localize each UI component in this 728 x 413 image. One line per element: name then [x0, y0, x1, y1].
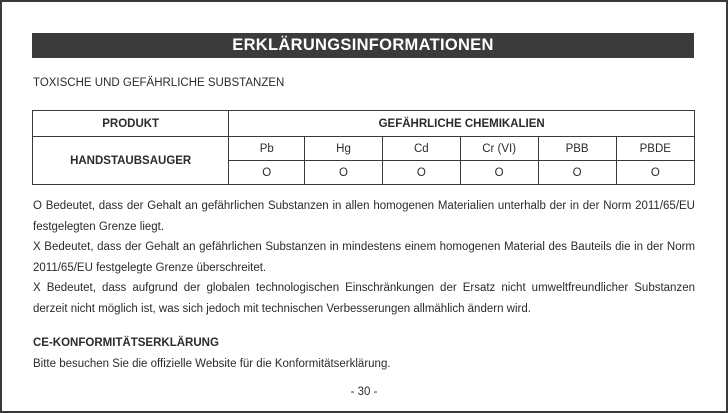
chemical-value-cell: O [538, 161, 616, 185]
chemical-value-cell: O [305, 161, 383, 185]
product-name-cell: HANDSTAUBSAUGER [33, 137, 229, 185]
notes-block [33, 196, 695, 319]
table-header-row [33, 111, 695, 137]
chemical-value-cell: O [229, 161, 305, 185]
chemical-name-cell: Hg [305, 137, 383, 161]
ce-declaration-title: CE-KONFORMITÄTSERKLÄRUNG [33, 337, 219, 349]
substances-table [32, 110, 695, 185]
chemical-name-cell: PBDE [616, 137, 694, 161]
chemical-value-cell: O [382, 161, 460, 185]
note-paragraph: X Bedeutet, dass der Gehalt an gefährlichen Substanzen in mindestens einem homogenen Material des Bauteils die in der Norm 2011/65/EU festgelegte Grenze überschreitet. [33, 241, 695, 274]
note-paragraph: X Bedeutet, dass aufgrund der globalen technologischen Einschränkungen der Ersatz nicht umweltfreundlicher Substanzen derzeit nicht möglich ist, was sich jedoch mit technischen Verbesserungen allmählich ändern wird. [33, 282, 695, 315]
subtitle: TOXISCHE UND GEFÄHRLICHE SUBSTANZEN [33, 77, 285, 89]
chemical-name-cell: Pb [229, 137, 305, 161]
chemical-value-cell: O [616, 161, 694, 185]
chemical-name-cell: PBB [538, 137, 616, 161]
ce-declaration-text: Bitte besuchen Sie die offizielle Website für die Konformitätserklärung. [33, 358, 391, 370]
note-paragraph: O Bedeutet, dass der Gehalt an gefährlichen Substanzen in allen homogenen Materialien unterhalb der in der Norm 2011/65/EU festgelegten Grenze liegt. [33, 200, 695, 233]
chemical-name-cell: Cd [382, 137, 460, 161]
chemicals-header-cell: GEFÄHRLICHE CHEMIKALIEN [229, 111, 695, 137]
chemical-names-row [33, 137, 695, 161]
section-title: ERKLÄRUNGSINFORMATIONEN [232, 36, 494, 54]
chemical-value-cell: O [460, 161, 538, 185]
product-header-cell: PRODUKT [33, 111, 229, 137]
chemical-name-cell: Cr (VI) [460, 137, 538, 161]
page-number: - 30 - [350, 386, 378, 398]
section-title-bar [32, 33, 694, 58]
